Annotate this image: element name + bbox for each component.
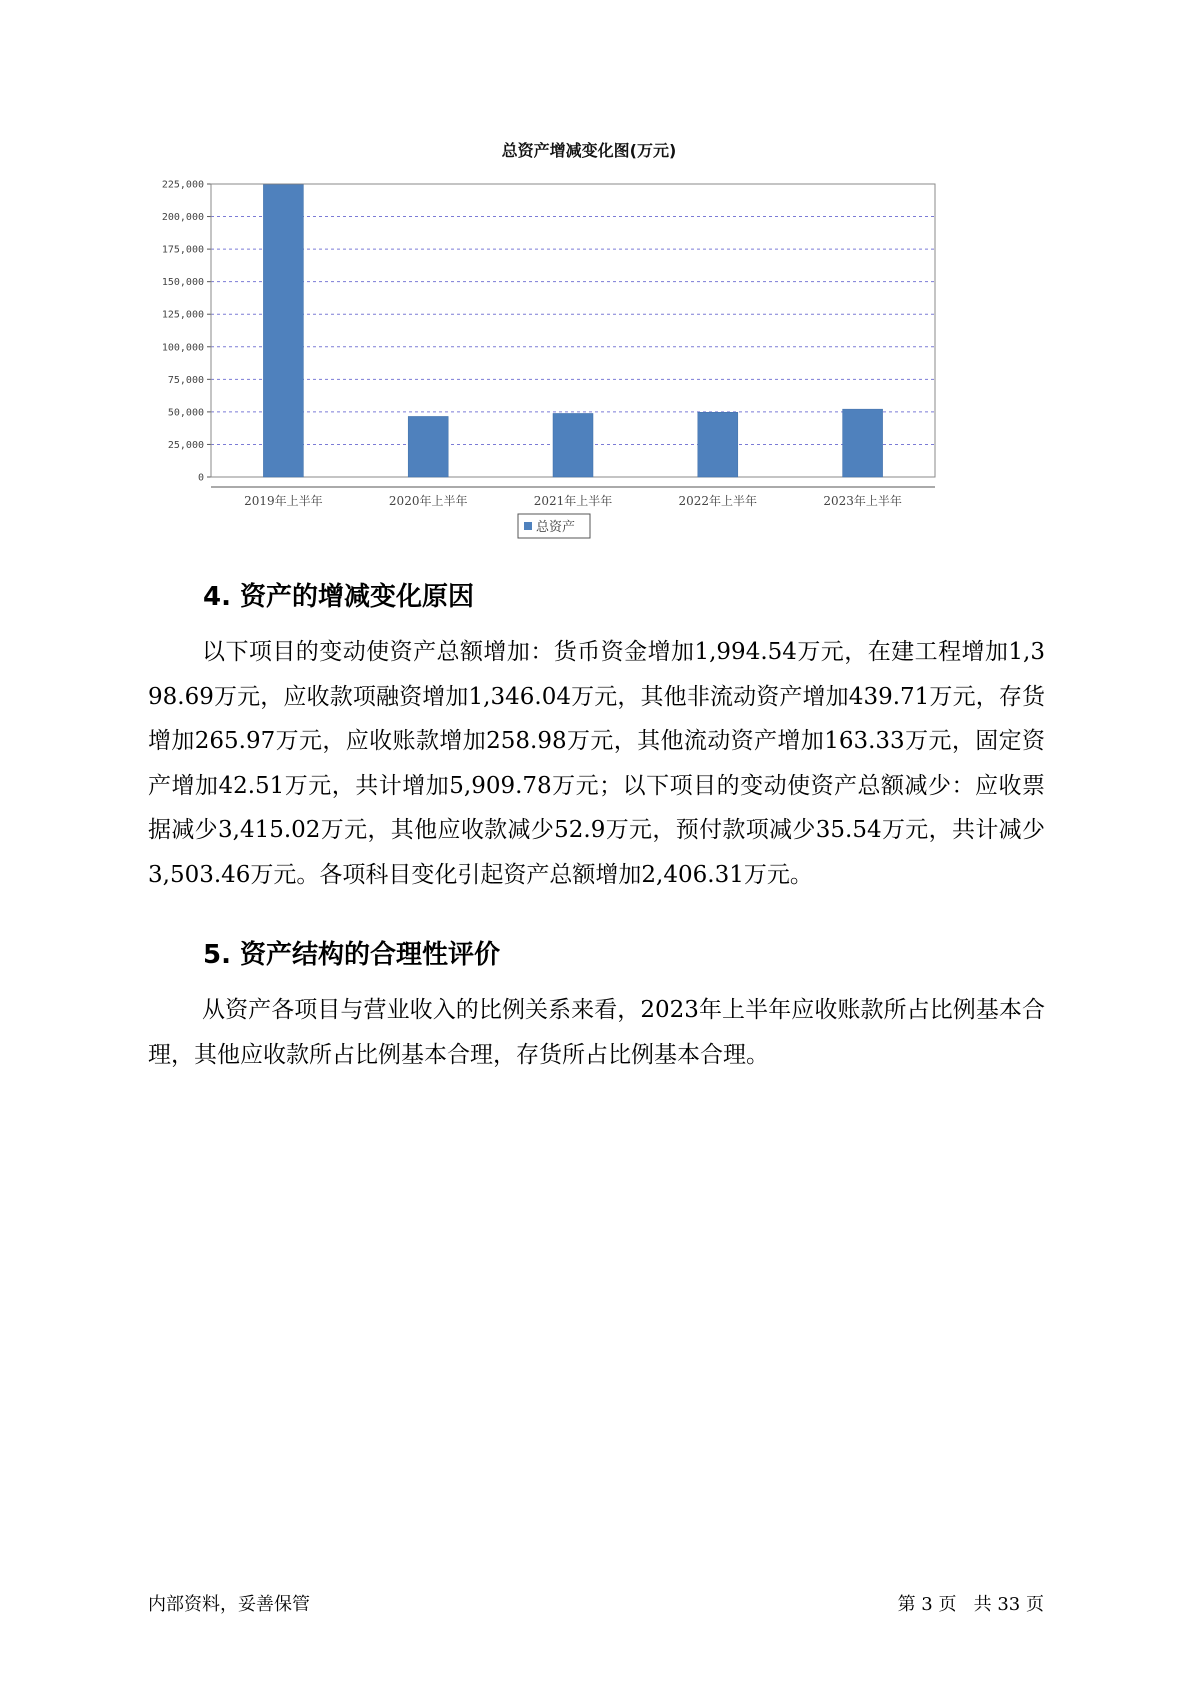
x-tick-label: 2020年上半年 bbox=[388, 494, 468, 508]
bar-2020年上半年 bbox=[408, 416, 448, 477]
bar-2021年上半年 bbox=[553, 413, 593, 477]
x-tick-label: 2022年上半年 bbox=[678, 494, 758, 508]
bar-2023年上半年 bbox=[843, 409, 883, 477]
total-assets-bar-chart bbox=[148, 178, 948, 548]
y-tick-label: 100,000 bbox=[161, 342, 204, 354]
x-tick-label: 2023年上半年 bbox=[823, 494, 902, 508]
chart-bars bbox=[263, 185, 882, 477]
section-heading-asset-structure-evaluation: 5. 资产结构的合理性评价 bbox=[203, 940, 501, 970]
chart-legend bbox=[518, 514, 590, 538]
x-tick-label: 2019年上半年 bbox=[244, 494, 323, 508]
y-tick-label: 175,000 bbox=[161, 244, 204, 256]
y-tick-label: 50,000 bbox=[167, 407, 204, 419]
paragraph-asset-structure-evaluation: 从资产各项目与营业收入的比例关系来看，2023年上半年应收账款所占比例基本合理，其他应收款所占比例基本合理，存货所占比例基本合理。 bbox=[148, 997, 1045, 1068]
chart-title: 总资产增减变化图(万元) bbox=[501, 141, 677, 160]
chart-grid bbox=[211, 184, 935, 444]
legend-label: 总资产 bbox=[536, 520, 576, 535]
y-tick-label: 225,000 bbox=[161, 179, 204, 191]
y-tick-label: 150,000 bbox=[161, 277, 204, 289]
y-tick-label: 200,000 bbox=[161, 212, 204, 224]
y-tick-label: 25,000 bbox=[167, 439, 204, 451]
footer-confidential-note: 内部资料，妥善保管 bbox=[148, 1594, 310, 1615]
bar-2022年上半年 bbox=[698, 412, 738, 477]
paragraph-asset-change-reasons: 以下项目的变动使资产总额增加：货币资金增加1,994.54万元，在建工程增加1,398.69万元，应收款项融资增加1,346.04万元，其他非流动资产增加439.71万元，存货增加265.97万元，应收账款增加258.98万元，其他流动资产增加163.33万元，固定资产增加42.51万元，共计增加5,909.78万元；以下项目的变动使资产总额减少：应收票据减少3,415.02万元，其他应收款减少52.9万元，预付款项减少35.54万元，共计减少3,503.46万元。各项科目变化引起资产总额增加2,406.31万元。 bbox=[148, 639, 1045, 888]
footer-page-number: 第 3 页 共 33 页 bbox=[897, 1594, 1044, 1615]
y-tick-label: 0 bbox=[197, 472, 204, 484]
legend-swatch bbox=[524, 522, 532, 530]
x-tick-label: 2021年上半年 bbox=[533, 494, 613, 508]
section-heading-asset-change-reasons: 4. 资产的增减变化原因 bbox=[203, 582, 475, 612]
y-tick-label: 75,000 bbox=[167, 374, 204, 386]
bar-2019年上半年 bbox=[263, 185, 303, 477]
y-tick-label: 125,000 bbox=[161, 309, 204, 321]
